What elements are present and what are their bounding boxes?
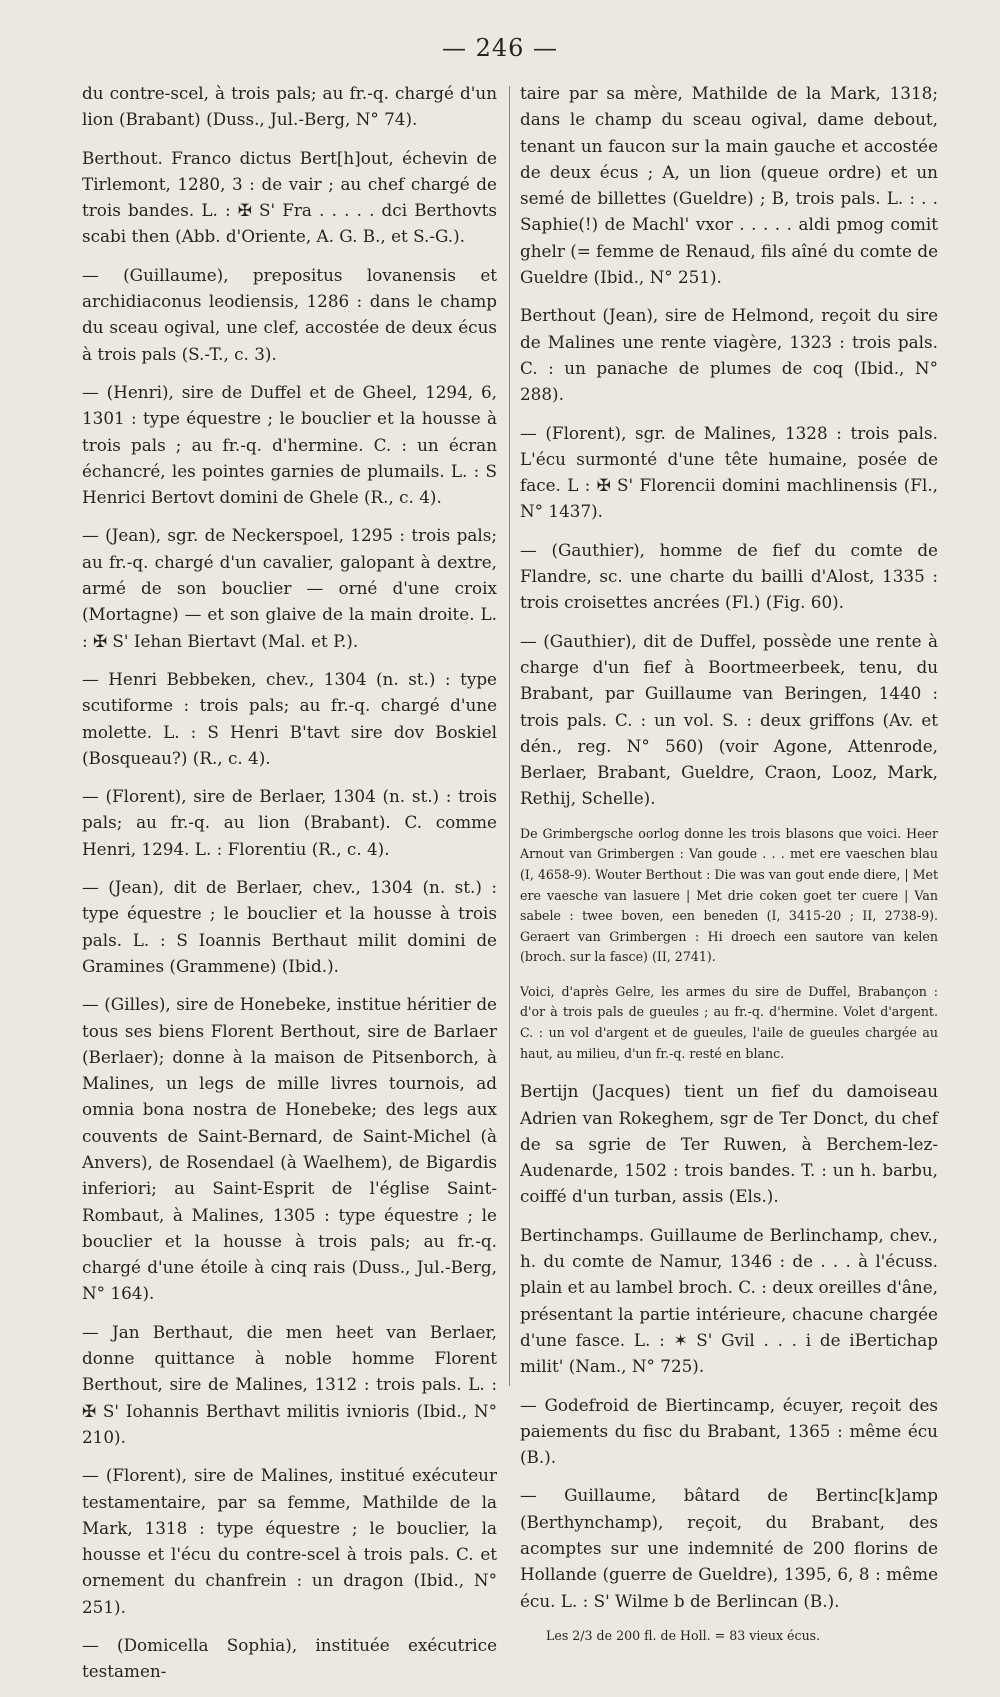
entry: Berthout (Jean), sire de Helmond, reçoit du sire de Malines une rente viagère, 1323 : trois pals. C. : un panache de plumes de coq (Ibid., N° 288). (520, 305, 938, 405)
entry: — (Guillaume), prepositus lovanensis et archidiaconus leodiensis, 1286 : dans le champ du sceau ogival, une clef, accostée de deux écus à trois pals (S.-T., c. 3). (82, 264, 497, 364)
entry: du contre-scel, à trois pals; au fr.-q. chargé d'un lion (Brabant) (Duss., Jul.-Berg, N° 74). (82, 83, 497, 130)
entry: — Henri Bebbeken, chev., 1304 (n. st.) : type scutiforme : trois pals; au fr.-q. chargé d'une molette. L. : S Henri B'tavt sire dov Boskiel (Bosqueau?) (R., c. 4). (82, 668, 497, 768)
entry: Bertijn (Jacques) tient un fief du damoiseau Adrien van Rokeghem, sgr de Ter Donct, du chef de sa sgrie de Ter Ruwen, à Berchem-lez-Audenarde, 1502 : trois bandes. T. : un h. barbu, coiffé d'un turban, assis (Els.). (520, 1081, 938, 1207)
footnote: Les 2/3 de 200 fl. de Holl. = 83 vieux écus. (546, 1627, 821, 1643)
entry: — Guillaume, bâtard de Bertinc[k]amp (Berthynchamp), reçoit, du Brabant, des acomptes sur une indemnité de 200 florins de Hollande (guerre de Gueldre), 1395, 6, 8 : même écu. L. : S' Wilme b de Berlincan (B.). (520, 1485, 938, 1611)
footnote: Voici, d'après Gelre, les armes du sire de Duffel, Brabançon : d'or à trois pals de gueules ; au fr.-q. d'hermine. Volet d'argent. C. : un vol d'argent et de gueules, l'aile de gueules chargée au haut, au milieu, d'un fr.-q. resté en blanc. (520, 983, 938, 1061)
right-column (520, 80, 938, 1646)
entry: — (Florent), sire de Berlaer, 1304 (n. st.) : trois pals; au fr.-q. au lion (Brabant). C. comme Henri, 1294. L. : Florentiu (R., c. 4). (82, 786, 497, 859)
entry: — Jan Berthaut, die men heet van Berlaer, donne quittance à noble homme Florent Berthout, sire de Malines, 1312 : trois pals. L. : ✠ S' Iohannis Berthavt militis ivnioris (Ibid., N° 210). (82, 1321, 497, 1447)
entry: — (Gauthier), homme de fief du comte de Flandre, sc. une charte du bailli d'Alost, 1335 : trois croisettes ancrées (Fl.) (Fig. 60). (520, 539, 938, 613)
entry: — (Domicella Sophia), instituée exécutrice testamen- (82, 1635, 497, 1682)
entry: — (Florent), sgr. de Malines, 1328 : trois pals. L'écu surmonté d'une tête humaine, posée de face. L : ✠ S' Florencii domini machlinensis (Fl., N° 1437). (520, 422, 938, 522)
column-divider (509, 86, 510, 1386)
entry: — (Gauthier), dit de Duffel, possède une rente à charge d'un fief à Boortmeerbeek, tenu, du Brabant, par Guillaume van Beringen, 1440 : trois pals. C. : un vol. S. : deux griffons (Av. et dén., reg. N° 560) (voir Agone, Attenrode, Berlaer, Brabant, Gueldre, Craon, Looz, Mark, Rethij, Schelle). (520, 630, 938, 809)
entry: taire par sa mère, Mathilde de la Mark, 1318; dans le champ du sceau ogival, dame debout, tenant un faucon sur la main gauche et accostée de deux écus ; A, un lion (queue ordre) et un semé de billettes (Gueldre) ; B, trois pals. L. : . . Saphie(!) de Machl' vxor . . . . . aldi pmog comit ghelr (= femme de Renaud, fils aîné du comte de Gueldre (Ibid., N° 251). (520, 83, 938, 288)
page-number: — 246 — (441, 34, 559, 62)
entry: — (Jean), dit de Berlaer, chev., 1304 (n. st.) : type équestre ; le bouclier et la housse à trois pals. L. : S Ioannis Berthaut milit domini de Gramines (Grammene) (Ibid.). (82, 877, 497, 976)
entry: — Godefroid de Biertincamp, écuyer, reçoit des paiements du fisc du Brabant, 1365 : même écu (B.). (520, 1394, 938, 1468)
entry: Bertinchamps. Guillaume de Berlinchamp, chev., h. du comte de Namur, 1346 : de . . . à l'écuss. plain et au lambel broch. C. : deux oreilles d'âne, présentant la partie intérieure, chacune chargée d'une fasce. L. : ✶ S' Gvil . . . i de iBertichap milit' (Nam., N° 725). (520, 1224, 938, 1377)
left-column (82, 80, 497, 1697)
entry: — (Jean), sgr. de Neckerspoel, 1295 : trois pals; au fr.-q. chargé d'un cavalier, galopant à dextre, armé de son bouclier — orné d'une croix (Mortagne) — et son glaive de la main droite. L. : ✠ S' Iehan Biertavt (Mal. et P.). (82, 525, 497, 651)
entry: — (Florent), sire de Malines, institué exécuteur testamentaire, par sa femme, Mathilde de la Mark, 1318 : type équestre ; le bouclier, la housse et l'écu du contre-scel à trois pals. C. et ornement du chanfrein : un dragon (Ibid., N° 251). (82, 1465, 497, 1617)
entry: Berthout. Franco dictus Bert[h]out, échevin de Tirlemont, 1280, 3 : de vair ; au chef chargé de trois bandes. L. : ✠ S' Fra . . . . . dci Berthovts scabi then (Abb. d'Oriente, A. G. B., et S.-G.). (82, 147, 497, 247)
footnote: De Grimbergsche oorlog donne les trois blasons que voici. Heer Arnout van Grimbergen : Van goude . . . met ere vaeschen blau (I, 4658-9). Wouter Berthout : Die was van gout ende diere, | Met ere vaesche van lasuere | Met drie coken goet ter cuere | Van sabele : twee boven, een beneden (I, 3415-20 ; II, 2738-9). Geraert van Grimbergen : Hi droech een sautore van kelen (broch. sur la fasce) (II, 2741). (520, 825, 939, 965)
entry: — (Henri), sire de Duffel et de Gheel, 1294, 6, 1301 : type équestre ; le bouclier et la housse à trois pals ; au fr.-q. d'hermine. C. : un écran échancré, les pointes garnies de plumails. L. : S Henrici Bertovt domini de Ghele (R., c. 4). (82, 381, 497, 508)
entry: — (Gilles), sire de Honebeke, institue héritier de tous ses biens Florent Berthout, sire de Barlaer (Berlaer); donne à la maison de Pitsenborch, à Malines, un legs de mille livres tournois, ad omnia bona nostra de Honebeke; des legs aux couvents de Saint-Bernard, de Saint-Michel (à Anvers), de Rosendael (à Waelhem), de Bigardis inferiori; au Saint-Esprit de l'église Saint-Rombaut, à Malines, 1305 : type équestre ; le bouclier et la housse à trois pals; au fr.-q. chargé d'une étoile à cinq rais (Duss., Jul.-Berg, N° 164). (82, 994, 497, 1304)
